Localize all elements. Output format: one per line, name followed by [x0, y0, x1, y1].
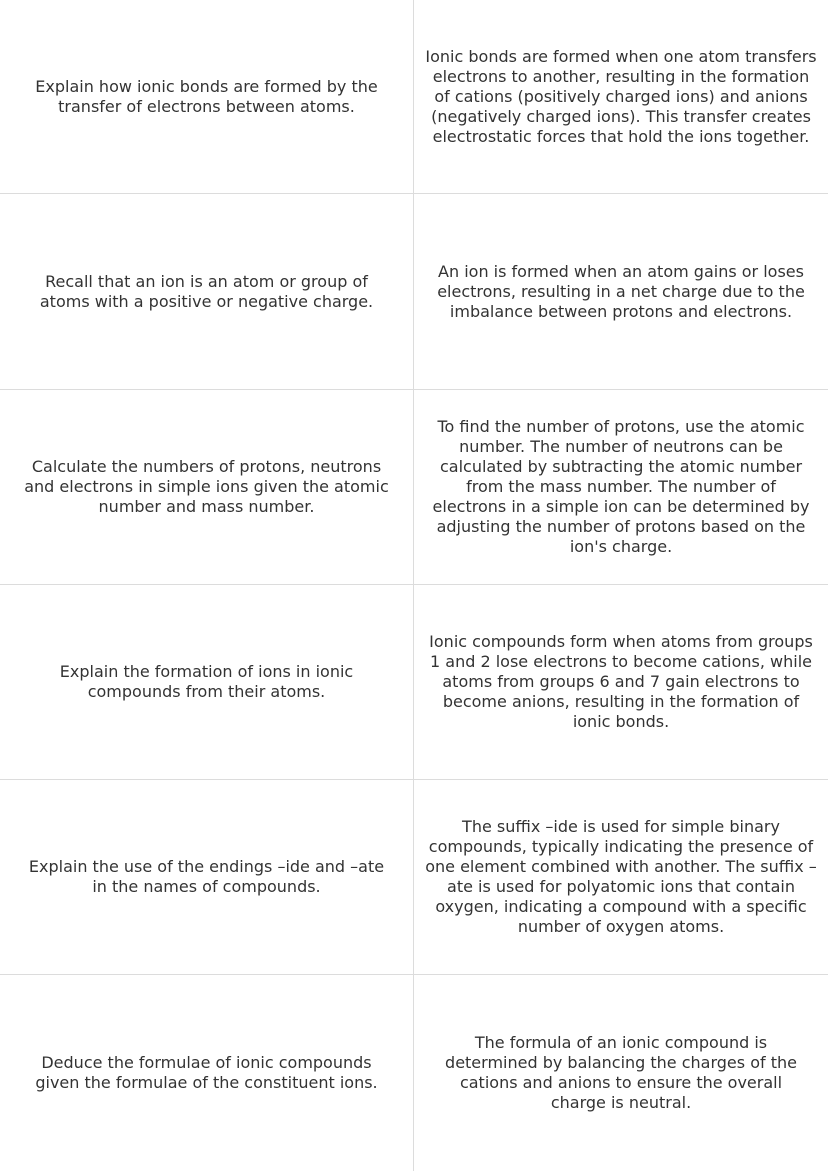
- question-cell: [0, 585, 414, 780]
- answer-cell: [414, 390, 828, 585]
- question-cell: [0, 975, 414, 1171]
- question-text: Explain how ionic bonds are formed by the transfer of electrons between atoms.: [35, 76, 378, 116]
- answer-text: To find the number of protons, use the atomic number. The number of neutrons can be calculated by subtracting the atomic number from the mass number. The number of electrons in a simple ion can be determined by adjusting the number of protons based on the ion's charge.: [432, 417, 810, 556]
- answer-text: Ionic compounds form when atoms from groups 1 and 2 lose electrons to become cations, while atoms from groups 6 and 7 gain electrons to become anions, resulting in the formation of ionic bonds.: [429, 632, 813, 731]
- answer-text: Ionic bonds are formed when one atom transfers electrons to another, resulting in the formation of cations (positively charged ions) and anions (negatively charged ions). This transfer creates electrostatic forces that hold the ions together.: [425, 46, 817, 146]
- question-text: Explain the formation of ions in ionic compounds from their atoms.: [59, 662, 354, 701]
- answer-cell: [414, 780, 828, 975]
- answer-cell: [414, 0, 828, 194]
- question-cell: [0, 194, 414, 390]
- question-cell: [0, 780, 414, 975]
- question-text: Calculate the numbers of protons, neutrons and electrons in simple ions given the atomic number and mass number.: [24, 457, 389, 516]
- question-text: Deduce the formulae of ionic compounds given the formulae of the constituent ions.: [35, 1053, 378, 1092]
- question-text: Explain the use of the endings –ide and –ate in the names of compounds.: [28, 857, 385, 896]
- answer-text: An ion is formed when an atom gains or loses electrons, resulting in a net charge due to the imbalance between protons and electrons.: [437, 261, 805, 321]
- answer-text: The formula of an ionic compound is determined by balancing the charges of the cations and anions to ensure the overall charge is neutral.: [445, 1033, 797, 1112]
- answer-text: The suffix –ide is used for simple binary compounds, typically indicating the presence of one element combined with another. The suffix –ate is used for polyatomic ions that contain oxygen, indicating a compound with a specific number of oxygen atoms.: [425, 817, 817, 936]
- answer-cell: [414, 194, 828, 390]
- answer-cell: [414, 975, 828, 1171]
- question-cell: [0, 390, 414, 585]
- answer-cell: [414, 585, 828, 780]
- question-text: Recall that an ion is an atom or group of atoms with a positive or negative charge.: [39, 271, 374, 311]
- question-cell: [0, 0, 414, 194]
